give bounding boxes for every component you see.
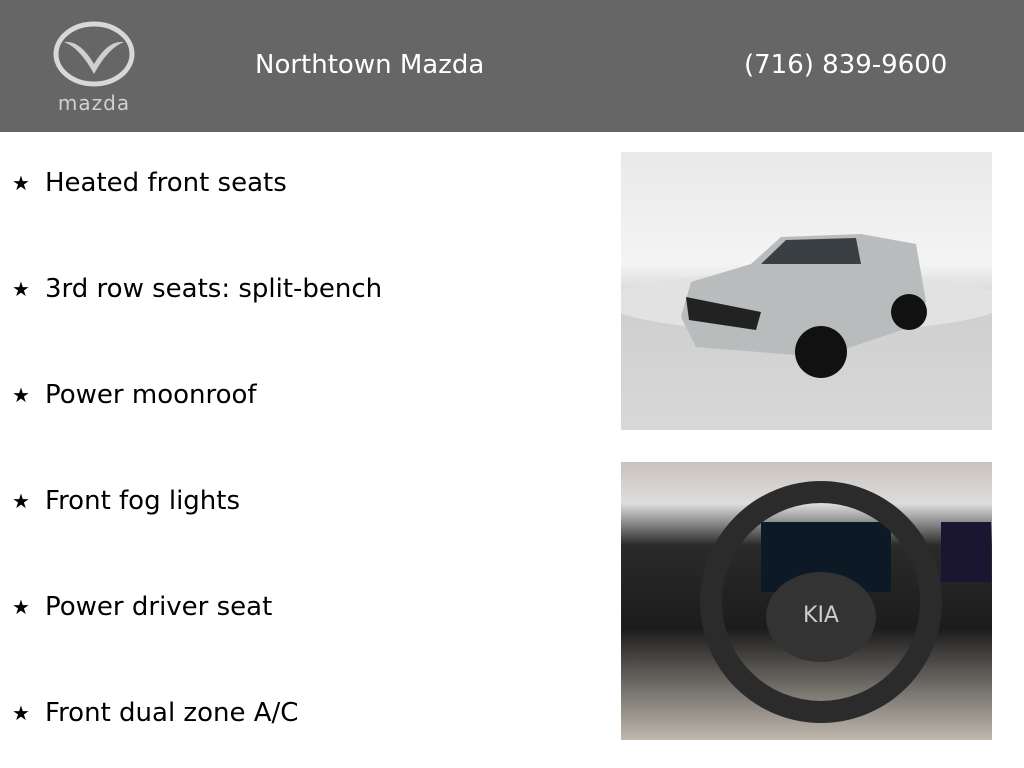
- feature-label: Front fog lights: [45, 486, 241, 516]
- feature-item: [12, 486, 240, 516]
- mazda-logo: [40, 18, 148, 118]
- feature-label: Front dual zone A/C: [45, 698, 299, 728]
- star-icon: ★: [12, 595, 30, 619]
- vehicle-interior-photo: [621, 462, 992, 740]
- feature-item: [12, 698, 298, 728]
- feature-label: Power moonroof: [45, 380, 257, 410]
- star-icon: ★: [12, 489, 30, 513]
- vehicle-exterior-photo: [621, 152, 992, 430]
- star-icon: ★: [12, 383, 30, 407]
- feature-item: [12, 592, 272, 622]
- star-icon: ★: [12, 277, 30, 301]
- svg-text:KIA: KIA: [803, 603, 839, 628]
- star-icon: ★: [12, 171, 30, 195]
- feature-label: Heated front seats: [45, 168, 287, 198]
- header: [0, 0, 1024, 132]
- feature-item: [12, 380, 257, 410]
- feature-item: [12, 168, 287, 198]
- phone-number[interactable]: (716) 839-9600: [744, 50, 948, 80]
- dealer-name: Northtown Mazda: [255, 50, 485, 80]
- feature-item: [12, 274, 382, 304]
- feature-label: 3rd row seats: split-bench: [45, 274, 383, 304]
- svg-text:mazda: mazda: [57, 91, 131, 115]
- star-icon: ★: [12, 701, 30, 725]
- feature-label: Power driver seat: [45, 592, 273, 622]
